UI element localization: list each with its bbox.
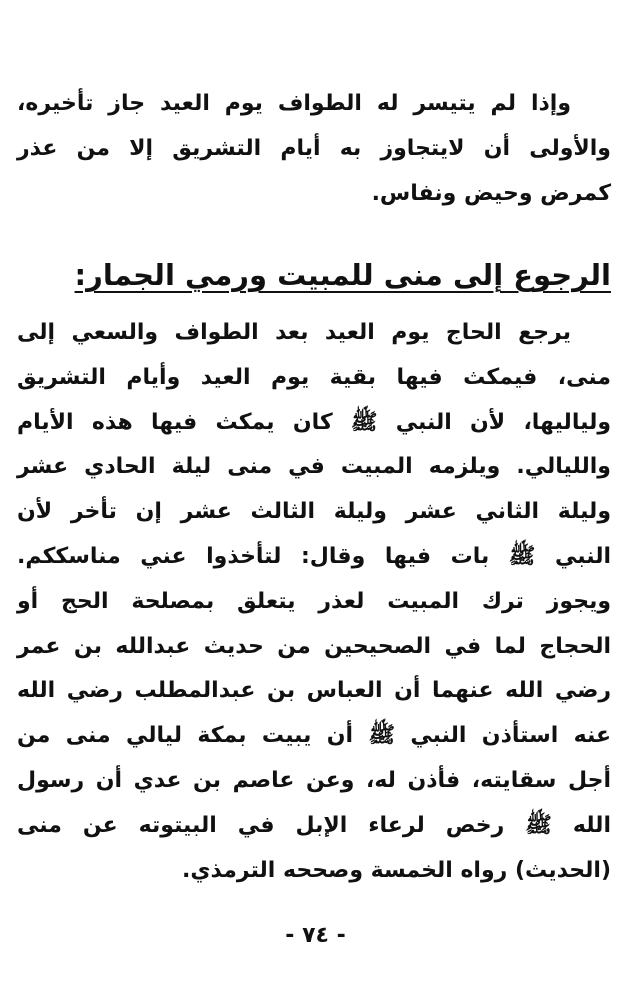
text-line: أجل سقايته، فأذن له، وعن عاصم بن عدي أن رسول [17, 767, 611, 793]
text-line: الحجاج لما في الصحيحين من حديث عبدالله بن عمر [17, 633, 611, 659]
section-heading [17, 258, 611, 292]
text-line: وليلة الثاني عشر وليلة الثالث عشر إن تأخر لأن [17, 499, 611, 525]
text-line: الله ﷺ رخص لرعاء الإبل في البيتوته عن منى [17, 812, 611, 838]
body-paragraph [17, 311, 611, 893]
text-line: وإذا لم يتيسر له الطواف يوم العيد جاز تأخيره، [17, 91, 571, 116]
text-line: النبي ﷺ بات فيها وقال: لتأخذوا عني مناسككم. [17, 543, 611, 569]
text-line: كمرض وحيض ونفاس. [371, 180, 611, 206]
text-line: منى، فيمكث فيها بقية يوم العيد وأيام التشريق [17, 364, 611, 390]
text-line: والأولى أن لايتجاوز به أيام التشريق إلا من عذر [17, 135, 611, 161]
text-line: يرجع الحاج يوم العيد بعد الطواف والسعي إلى [17, 320, 571, 345]
text-line: والليالي. ويلزمه المبيت في منى ليلة الحادي عشر [17, 454, 611, 480]
text-line: ولياليها، لأن النبي ﷺ كان يمكث فيها هذه الأيام [17, 409, 611, 435]
text-line: عنه استأذن النبي ﷺ أن يبيت بمكة ليالي منى من [17, 723, 611, 749]
text-line: ويجوز ترك المبيت لعذر يتعلق بمصلحة الحج أو [17, 588, 611, 614]
section-heading-text: الرجوع إلى منى للمبيت ورمي الجمار: [74, 258, 611, 292]
page-number: - ٧٤ - [285, 923, 346, 948]
text-line: رضي الله عنهما أن العباس بن عبدالمطلب رضي الله [17, 678, 611, 704]
intro-paragraph [17, 82, 611, 216]
text-line: (الحديث) رواه الخمسة وصححه الترمذي. [182, 857, 611, 883]
